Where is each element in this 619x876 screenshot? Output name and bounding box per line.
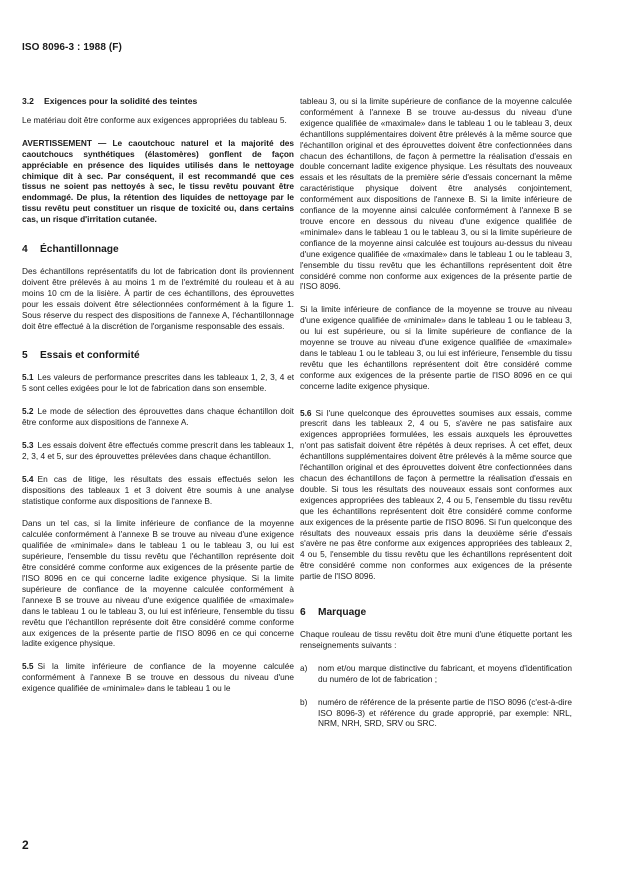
section-3-2-text: Le matériau doit être conforme aux exigences appropriées du tableau 5. <box>22 114 287 125</box>
section-5-heading <box>22 351 294 362</box>
paragraph-5-6 <box>300 408 572 583</box>
list-item-a <box>300 663 572 685</box>
paragraph-5-2 <box>22 406 294 428</box>
paragraph-number: 5.6 <box>300 407 312 418</box>
list-item-label: b) <box>300 696 308 707</box>
warning-paragraph: AVERTISSEMENT — Le caoutchouc naturel et la majorité des caoutchoucs synthétiques (élastomères) gonflent de façon appréciable en présence des liquides utilisés dans le nettoyage chimique dit à sec. Par conséquent, il est recommandé que ces tissus ne soient pas nettoyés à sec, le tissu revêtu pouvant être endommagé. De plus, la rétention des liquides de nettoyage par le tissu revêtu peut constituer un risque de toxicité ou, dans certains cas, un risque d'irritation cutanée. <box>22 137 294 225</box>
section-number: 4 <box>22 244 28 256</box>
paragraph-5-5-second: Si la limite inférieure de confiance de la moyenne se trouve au niveau d'une exigence qualifiée de «minimale» dans le tableau 1 ou le tableau 3, ou lui est supérieure, ou si la limite supérieure de confiance de la moyenne se trouve au niveau d'une exigence qualifiée de «maximale» dans le tableau 1 ou le tableau 3, ou lui est inférieure, l'ensemble du tissu revêtu que les échantillons représentent doit être considéré comme conforme aux exigences de la présente partie de l'ISO 8096 en ce qui concerne ladite exigence physique. <box>300 304 572 391</box>
paragraph-5-3 <box>22 440 294 462</box>
section-title: Échantillonnage <box>40 244 119 256</box>
paragraph-number: 5.1 <box>22 372 34 383</box>
section-4-text: Des échantillons représentatifs du lot de fabrication dont ils proviennent doivent être prélevés à au moins 1 m de l'extrémité du rouleau et à au moins 10 cm de la lisière. À partir de ces échantillons, des éprouvettes pour les essais doivent être sélectionnées conformément à la figure 1. Sous réserve du respect des dispositions de l'annexe A, l'échantillonnage doit être effectué à la discrétion de l'organisme responsable des essais. <box>22 265 294 331</box>
paragraph-5-1 <box>22 372 294 394</box>
paragraph-text: Le mode de sélection des éprouvettes dans chaque échantillon doit être conforme aux dispositions de l'annexe A. <box>22 406 294 428</box>
paragraph-text: Les valeurs de performance prescrites dans les tableaux 1, 2, 3, 4 et 5 sont celles exigées pour le lot de fabrication dans son ensemble. <box>22 372 294 394</box>
paragraph-number: 5.2 <box>22 406 34 417</box>
paragraph-5-5 <box>22 661 294 694</box>
section-6-text: Chaque rouleau de tissu revêtu doit être muni d'une étiquette portant les renseignements suivants : <box>300 628 572 650</box>
paragraph-number: 5.3 <box>22 439 34 450</box>
paragraph-text: Si la limite inférieure de confiance de la moyenne calculée conformément à l'annexe B se trouve en dessous du niveau d'une exigence qualifiée de «minimale» dans le tableau 1 ou le <box>22 661 294 694</box>
section-3-2-heading <box>22 96 294 107</box>
paragraph-text: Les essais doivent être effectués comme prescrit dans les tableaux 1, 2, 3, 4 et 5, sur des éprouvettes prélevées dans chaque échantillon. <box>22 439 294 461</box>
list-item-b <box>300 697 572 730</box>
section-title: Essais et conformité <box>40 350 140 362</box>
section-number: 6 <box>300 607 306 619</box>
paragraph-text: En cas de litige, les résultats des essais effectués selon les dispositions des tableaux 1 et 3 doivent être soumis à une analyse statistique conforme aux dispositions de l'annexe B. <box>22 473 294 506</box>
list-item-label: a) <box>300 662 308 673</box>
paragraph-5-4 <box>22 474 294 507</box>
list-item-text: numéro de référence de la présente partie de l'ISO 8096 (c'est-à-dire ISO 8096-3) et référence du grade approprié, par exemple: NRL, NRM, NRH, SRD, SRV ou SRC. <box>318 696 572 729</box>
section-title: Exigences pour la solidité des teintes <box>44 96 198 106</box>
page-header: ISO 8096-3 : 1988 (F) <box>22 42 122 53</box>
section-number: 5 <box>22 350 28 362</box>
section-6-heading <box>300 608 572 619</box>
right-column <box>300 96 572 741</box>
left-column <box>22 96 294 706</box>
paragraph-text: Si l'une quelconque des éprouvettes soumises aux essais, comme prescrit dans les tableaux 2, 4 ou 5, s'avère ne pas satisfaire aux exigences appropriées formulées, les essais auxquels les éprouvettes n'ont pas satisfait doivent être répétés à deux reprises. À cet effet, deux échantillons supplémentaires doivent être prélevés à la même source que l'échantillon original et des éprouvettes doivent être confectionnées dans chacun des échantillons de façon à permettre la réalisation d'essais en double. Si tous les résultats des nouveaux essais sont conformes aux exigences appropriées des tableaux 2, 4 ou 5, l'ensemble du tissu revêtu que les échantillons représentent doit être considéré comme conforme aux exigences de la présente partie de l'ISO 8096. Si l'un quelconque des résultats des nouveaux essais pris dans la deuxième série d'essais s'avère ne pas être conforme aux exigences appropriées des tableaux 2, 4 ou 5, l'ensemble du tissu revêtu que les échantillons représentent doit être considéré comme non conformes aux exigences de la présente partie de l'ISO 8096. <box>300 407 572 582</box>
list-item-text: nom et/ou marque distinctive du fabricant, et moyens d'identification du numéro de lot de fabrication ; <box>318 662 572 684</box>
section-title: Marquage <box>318 607 367 619</box>
section-4-heading <box>22 245 294 256</box>
section-number: 3.2 <box>22 96 34 106</box>
paragraph-5-4-continued: Dans un tel cas, si la limite inférieure de confiance de la moyenne calculée conformément à l'annexe B se trouve au niveau d'une exigence qualifiée de «minimale» dans le tableau 1 ou le tableau 3, ou lui est supérieure, l'ensemble du tissu revêtu que l'échantillon représente doit être considéré comme conforme aux exigences de la présente partie de l'ISO 8096 en ce qui concerne ladite exigence physique. Si la limite supérieure de confiance de la moyenne calculée conformément à l'annexe B se trouve au niveau d'une exigence qualifiée de «maximale» dans le tableau 1 ou le tableau 3, ou lui est inférieure, l'ensemble du tissu revêtu que l'échantillon représente doit être considéré comme conforme aux exigences de la présente partie de l'ISO 8096 en ce qui concerne ladite exigence physique. <box>22 518 294 649</box>
paragraph-number: 5.4 <box>22 473 34 484</box>
paragraph-number: 5.5 <box>22 661 34 672</box>
page-number: 2 <box>22 838 29 852</box>
paragraph-5-5-continued: tableau 3, ou si la limite supérieure de confiance de la moyenne calculée conformément à l'annexe B se trouve au-dessus du niveau d'une exigence qualifiée de «maximale» dans le tableau 1 ou le tableau 3, deux échantillons supplémentaires doivent être prélevés à la même source que l'échantillon original et des éprouvettes doivent être confectionnées dans chacun des échantillons, de façon à permettre la réalisation d'essais en double concernant ladite exigence physique. Les résultats des nouveaux essais et les résultats de la première série d'essais concernant la même caractéristique physique doivent être analysés conjointement, conformément aux dispositions de l'annexe B. Si la limite inférieure de confiance de la moyenne ainsi calculée conformément à l'annexe B se trouve encore en dessous du niveau d'une exigence qualifiée de «minimale» dans le tableau 1 ou le tableau 3, ou si la limite supérieure de confiance de la moyenne ainsi calculée est toujours au-dessus du niveau d'une exigence qualifiée de «maximale» dans le tableau 1 ou le tableau 3, l'ensemble du tissu revêtu que les échantillons représentent doit être considéré comme non conforme aux exigences de la présente partie de l'ISO 8096. <box>300 96 572 292</box>
